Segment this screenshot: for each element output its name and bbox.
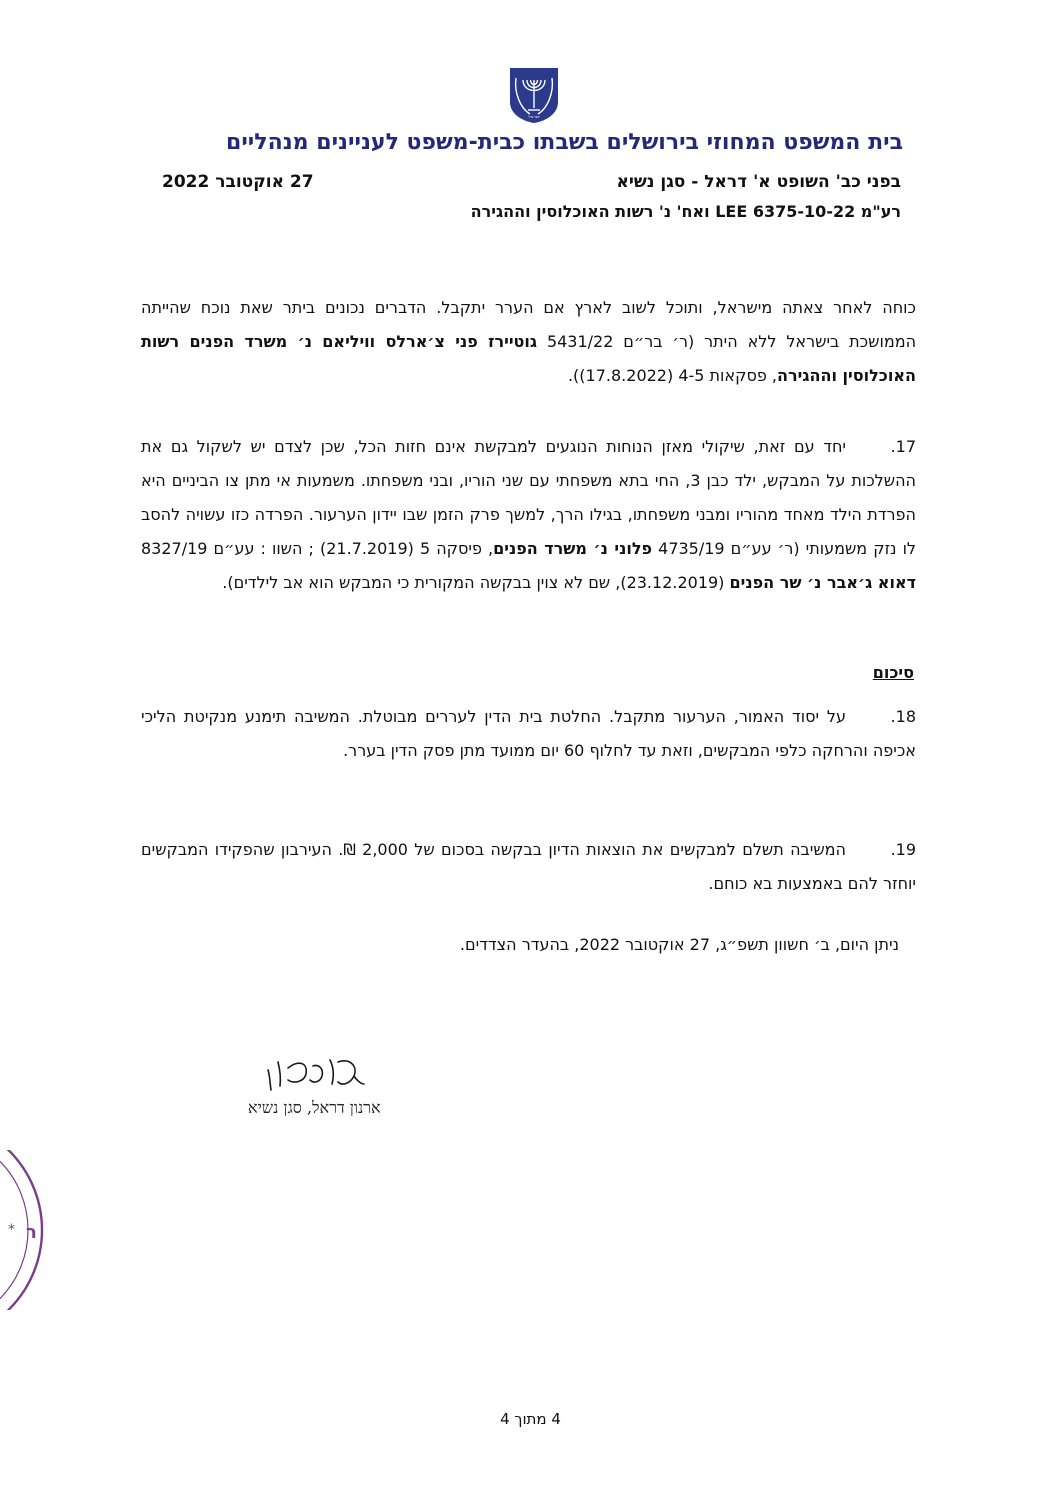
handwritten-signature — [258, 1040, 368, 1095]
case-title: רע"מ 6375-10-22 LEE ואח' נ' רשות האוכלוסין וההגירה — [470, 202, 901, 221]
paragraph-17 — [141, 430, 916, 600]
paragraph-text: כוחה לאחר צאתה מישראל, ותוכל לשוב לארץ אם הערר יתקבל. הדברים נכונים ביתר שאת נוכח שהייתה הממושכת בישראל ללא היתר (ר׳ בר״ם 5431/22 — [141, 298, 917, 351]
case-citation: דאוא ג׳אבר נ׳ שר הפנים — [729, 573, 916, 592]
paragraph-text: , פסקאות 4-5 (17.8.2022)). — [567, 366, 778, 385]
paragraph-number: 17. — [890, 437, 916, 456]
decision-date: 27 אוקטובר 2022 — [162, 172, 314, 192]
case-citation: גוטיירז פני צ׳ארלס וויליאם נ׳ משרד הפנים רשות האוכלוסין וההגירה — [141, 332, 916, 385]
paragraph-text: על יסוד האמור, הערעור מתקבל. החלטת בית הדין לעררים מבוטלת. המשיבה תימנע מנקיטת הליכי אכיפה והרחקה כלפי המבקשים, וזאת עד לחלוף 60 יום ממועד מתן פסק הדין בערר. — [141, 707, 916, 760]
paragraph-number: 19. — [890, 840, 917, 859]
court-stamp — [0, 1150, 50, 1310]
paragraph-text: , פיסקה 5 (21.7.2019) ; השוו : עע״ם 8327/19 — [141, 539, 494, 558]
signer-name: ארנון דראל, סגן נשיא — [248, 1098, 381, 1117]
svg-text:ישראל: ישראל — [528, 114, 540, 119]
paragraph-text: יחד עם זאת, שיקולי מאזן הנוחות הנוגעים למבקשת אינם חזות הכל, שכן לצדם יש לשקול גם את ההשלכות על המבקש, ילד כבן 3, החי בתא משפחתי עם שני הוריו, ובני משפחתו. משמעות אי מתן צו הביניים היא הפרדת הילד מאחד מהוריו ומבני משפחתו, בגילו הרך, למשך פרק הזמן שבו יידון הערעור. הפרדה כזו עשויה להסב לו נזק משמעותי (ר׳ עע״ם 4735/19 — [141, 437, 917, 558]
court-name: בית המשפט המחוזי בירושלים בשבתו כבית-משפט לעניינים מנהליים — [226, 130, 903, 155]
svg-text:ר: ר — [26, 1222, 37, 1243]
page-number: 4 מתוך 4 — [500, 1410, 561, 1428]
paragraph-continued — [141, 291, 916, 393]
state-emblem-icon — [506, 64, 562, 124]
section-title-summary: סיכום — [872, 663, 914, 682]
paragraph-text: (23.12.2019), שם לא צוין בבקשה המקורית כי המבקש הוא אב לילדים). — [222, 573, 730, 592]
case-citation: פלוני נ׳ משרד הפנים — [493, 539, 653, 558]
paragraph-number: 18. — [890, 707, 916, 726]
paragraph-text: המשיבה תשלם למבקשים את הוצאות הדיון בבקשה בסכום של 2,000 ₪. העירבון שהפקידו המבקשים יוחזר להם באמצעות בא כוחם. — [141, 840, 916, 893]
paragraph-18 — [141, 700, 916, 768]
judge-line: בפני כב' השופט א' דראל - סגן נשיא — [616, 172, 901, 192]
paragraph-19 — [141, 833, 916, 901]
svg-text:*: * — [8, 1222, 15, 1238]
given-today-line: ניתן היום, ב׳ חשוון תשפ״ג, 27 אוקטובר 2022, בהעדר הצדדים. — [459, 935, 899, 954]
